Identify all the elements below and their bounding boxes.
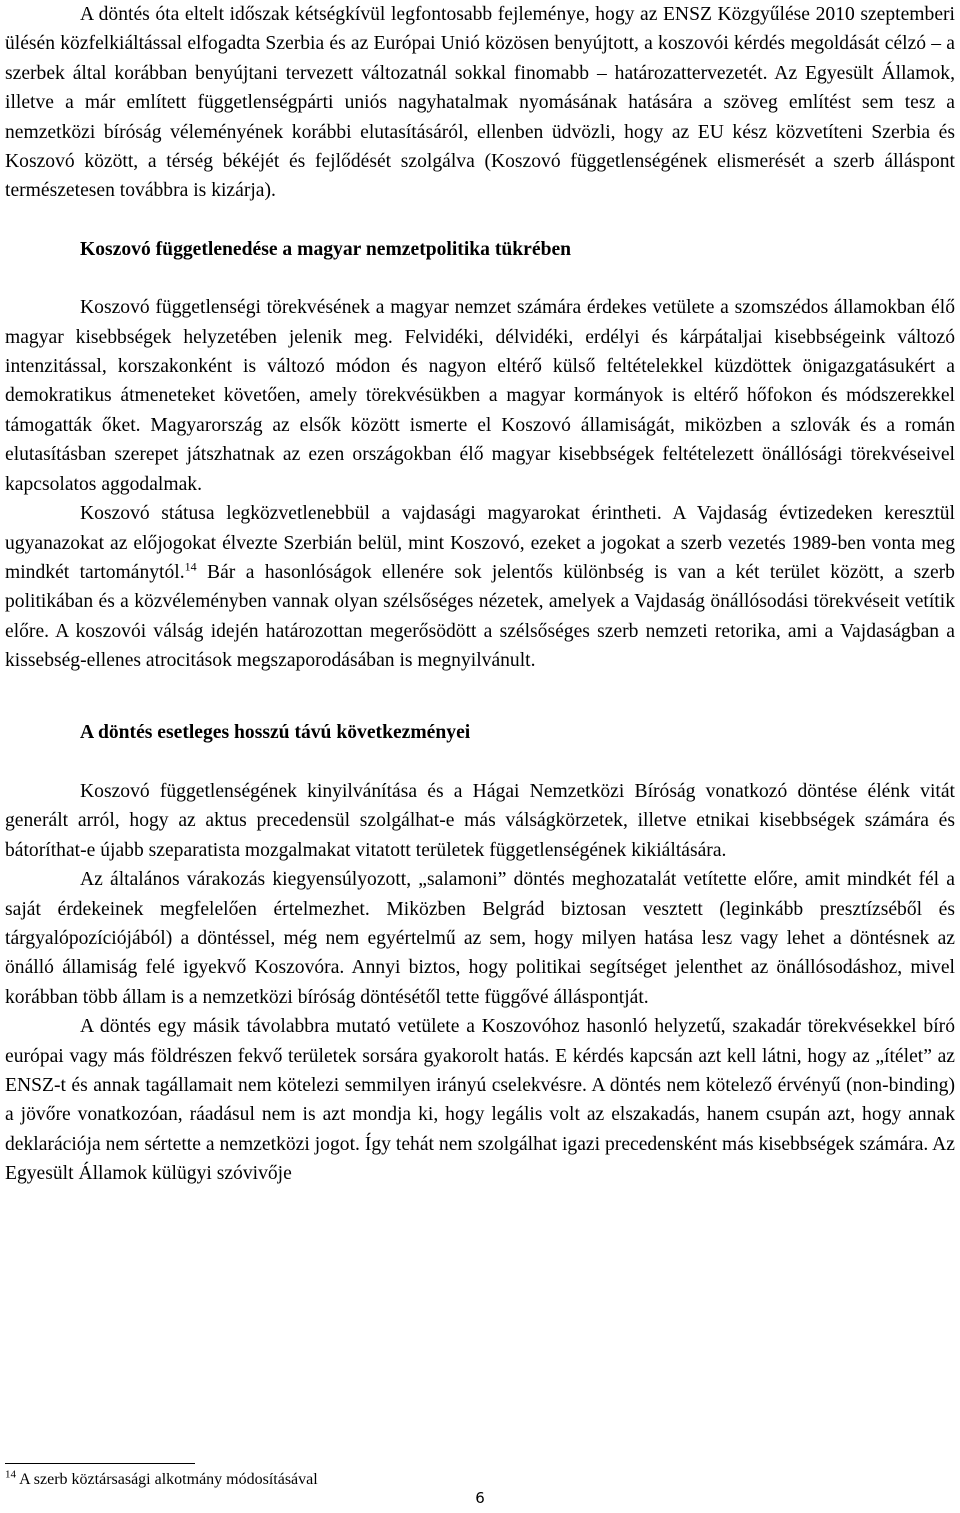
footnote-reference[interactable]: 14	[184, 559, 197, 574]
footnote-separator	[5, 1463, 195, 1464]
document-page	[5, 0, 955, 1189]
section-heading-koszovo: Koszovó függetlenedése a magyar nemzetpolitika tükrében	[80, 238, 572, 260]
paragraph-4: Koszovó függetlenségének kinyilvánítása és a Hágai Nemzetközi Bíróság vonatkozó döntése élénk vitát generált arról, hogy az aktus precedensül szolgálhat-e más válságkörzetek, illetve etnikai kisebbségek számára és bátoríthat-e újabb szeparatista mozgalmakat vitatott területek függetlenségének kikiáltására.	[5, 780, 955, 861]
section-heading-kovetkezmenyek: A döntés esetleges hosszú távú következményei	[80, 721, 471, 743]
paragraph-3	[5, 499, 955, 675]
paragraph-1: A döntés óta eltelt időszak kétségkívül legfontosabb fejleménye, hogy az ENSZ Közgyűlése 2010 szeptemberi ülésén közfelkiáltással elfogadta Szerbia és az Európai Unió közösen benyújtott, a koszovói kérdés megoldását célzó – a szerbek által korábban benyújtani tervezett változatnál sokkal finomabb – határozattervezetét. Az Egyesült Államok, illetve a már említett függetlenségpárti uniós nagyhatalmak nyomásának hatására a szöveg említést sem tesz a nemzetközi bíróság véleményének korábbi elutasításáról, ellenben üdvözli, hogy az EU kész közvetíteni Szerbia és Koszovó között, a térség békéjét és fejlődését szolgálva (Koszovó függetlenségének elismerését a szerb álláspont természetesen továbbra is kizárja).	[5, 4, 955, 202]
footnote	[5, 1470, 318, 1490]
footnote-number: 14	[5, 1468, 16, 1481]
paragraph-3-part-b: Bár a hasonlóságok ellenére sok jelentős különbség is van a két terület között, a szerb politikában és a közvéleményben vannak olyan szélsőséges nézetek, amelyek a Vajdaság önállósodási törekvéseit vetítik előre. A koszovói válság idején határozottan megerősödött a szélsőséges szerb nemzeti retorika, ami a Vajdaságban a kissebség-ellenes atrocitások megszaporodásában is megnyilvánult.	[5, 561, 955, 672]
paragraph-2: Koszovó függetlenségi törekvésének a magyar nemzet számára érdekes vetülete a szomszédos államokban élő magyar kisebbségek helyzetében jelenik meg. Felvidéki, délvidéki, erdélyi és kárpátaljai kisebbségeink változó intenzitással, korszakonként is változó módon és nagyon eltérő külső feltételekkel küzdöttek önigazgatásukért a demokratikus átmeneteket követően, amely törekvésükben a magyar kormányok is eltérő hőfokon és módszerekkel támogatták őket. Magyarország az elsők között ismerte el Koszovó államiságát, miközben a szlovák és a román elutasításban szerepet játszhatnak az ezen országokban élő magyar kisebbségek feltételezett önállósági törekvéseivel kapcsolatos aggodalmak.	[5, 297, 955, 495]
paragraph-5: Az általános várakozás kiegyensúlyozott, „salamoni” döntés meghozatalát vetítette előre, amit mindkét fél a saját érdekeinek megfelelően értelmezhet. Miközben Belgrád biztosan vesztett (leginkább presztízséből és tárgyalópozíciójából) a döntéssel, még nem egyértelmű az sem, hogy milyen hatása lesz vagy lehet a döntésnek az önálló államiság felé igyekvő Koszovóra. Annyi biztos, hogy politikai segítséget jelenthet az önállósodáshoz, mivel korábban több állam is a nemzetközi bíróság döntésétől tette függővé álláspontját.	[5, 869, 955, 1008]
paragraph-3-part-a: Koszovó státusa legközvetlenebbül a vajdasági magyarokat érintheti. A Vajdaság évtizedeken keresztül ugyanazokat az előjogokat élvezte Szerbián belül, mint Koszovó, ezeket a jogokat a szerb vezetés 1989-ben vonta meg mindkét tartománytól.	[5, 503, 955, 583]
paragraph-6: A döntés egy másik távolabbra mutató vetülete a Koszovóhoz hasonló helyzetű, szakadár törekvésekkel bíró európai vagy más földrészen fekvő területek sorsára gyakorolt hatás. E kérdés kapcsán azt kell látni, hogy az „ítélet” az ENSZ-t és annak tagállamait nem kötelezi semmilyen irányú cselekvésre. A döntés nem kötelező érvényű (non-binding) a jövőre vonatkozóan, ráadásul nem is azt mondja ki, hogy legális volt az elszakadás, hanem csupán azt, hogy annak deklarációja nem sértette a nemzetközi jogot. Így tehát nem szolgálhat igazi precedensként más kisebbségek számára. Az Egyesült Államok külügyi szóvivője	[5, 1016, 955, 1185]
footnote-text: A szerb köztársasági alkotmány módosításával	[16, 1471, 318, 1488]
page-number: 6	[475, 1489, 485, 1507]
